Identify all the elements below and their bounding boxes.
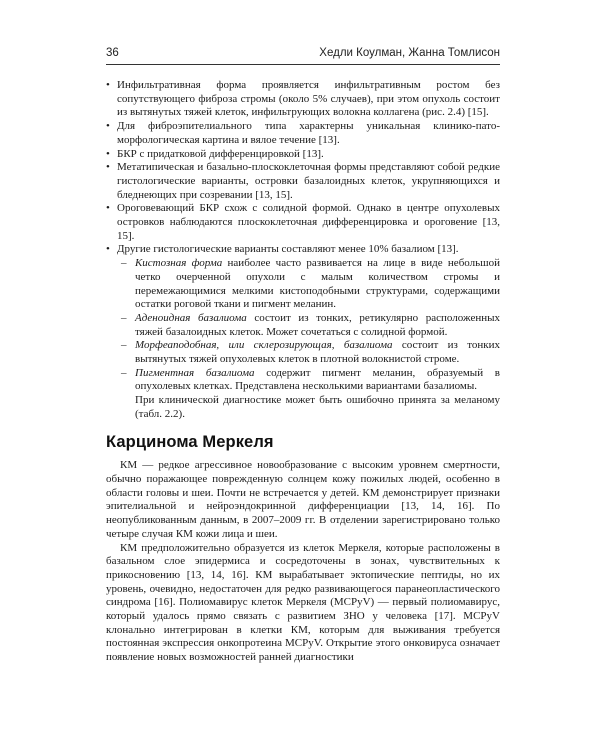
page-body (106, 79, 500, 665)
subtype-term: Пигментная базалиома (135, 366, 255, 379)
section-heading: Карцинома Меркеля (106, 432, 274, 451)
subtype-text: состоит из тонких вытянутых тяжей опухолевых клеток в плотной волокнистой строме. (135, 339, 501, 366)
bullet-list (106, 79, 500, 422)
subtype-term: Аденоидная базалиома (135, 311, 247, 324)
list-item-text: Другие гистологические варианты составляют менее 10% базалиом [13]. (117, 243, 459, 256)
bullet-icon: • (106, 202, 110, 215)
subtype-item (117, 257, 500, 312)
running-head-authors: Хедли Коулман, Жанна Томлисон (319, 47, 500, 59)
list-item-text: Инфильтративная форма проявляется инфильтративным ростом без сопутствующего фиброза стромы (около 5% случаев), при этом опухоль состоит из вытянутых тяжей клеток, инфильтрующих волокна коллагена (рис. 2.4) [15]. (117, 79, 500, 119)
bullet-icon: • (106, 243, 110, 256)
list-item (106, 148, 500, 162)
dash-icon: – (121, 339, 127, 352)
body-paragraph: КМ предположительно образуется из клеток Меркеля, которые расположены в базальном слое эпидермиса и сосредоточены в зонах, чувствительных к прикосновению [13, 14, 16]. КМ вырабатывает эктопические пептиды, но их уровень, очевидно, недостаточен для редко развивающегося паранеопластического синдрома [16]. Полиомавирус клеток Меркеля (MCPyV) — первый полиомавирус, который удалось прямо связать с развитием ЗНО у человека [17]. MCPyV клонально интегрирован в клетки КМ, которым для выживания требуется постоянная экспрессия онкопротеина MCPyV. Открытие этого онковируса означает появление новых возможностей ранней диагностики (106, 541, 500, 664)
bullet-icon: • (106, 79, 110, 91)
list-item (106, 243, 500, 421)
running-header (106, 47, 500, 65)
dash-icon: – (121, 257, 127, 270)
list-item (106, 120, 500, 147)
list-item (106, 161, 500, 202)
bullet-icon: • (106, 120, 110, 133)
bullet-icon: • (106, 161, 110, 174)
body-paragraph: КМ — редкое агрессивное новообразование с высоким уровнем смертности, обычно поражающее поврежденную солнцем кожу пожилых людей, особенно в области головы и шеи. Почти не встречается у детей. КМ демонстрирует признаки эпителиальной и нейроэндокринной дифференциации [13, 14, 16]. По неопубликованным данным, в 2007–2009 гг. В отделении зарегистрировано только четыре случая КМ кожи лица и шеи. (106, 459, 500, 540)
subtype-item (117, 339, 500, 366)
list-item-text: Для фиброэпителиального типа характерны уникальная клинико-пато-морфологическая картина и вялое течение [13]. (117, 120, 500, 146)
list-item (106, 79, 500, 120)
subtype-term: Морфеаподобная, или склерозирующая, базалиома (135, 339, 393, 352)
header-divider (106, 64, 500, 65)
list-item-text: БКР с придатковой дифференцировкой [13]. (117, 147, 324, 160)
dash-icon: – (121, 366, 127, 379)
dash-icon: – (121, 311, 127, 324)
subtype-text: содержит пигмент меланин, образуемый в опухолевых клетках. Представлена несколькими вариантами базалиомы. (135, 366, 500, 393)
subtype-text: состоит из тонких, ретикулярно расположенных тяжей базалоидных клеток. Может сочетаться с солидной формой. (135, 311, 500, 338)
subtype-text: наиболее часто развивается на лице в виде небольшой четко очерченной опухоли с малым количеством стромы и перемежающимися мелкими кистоподобными структурами, содержащими остатки роговой ткани и пигмент меланин. (135, 257, 501, 311)
subtype-item (117, 312, 500, 339)
subtype-note: При клинической диагностике может быть ошибочно принята за меланому (табл. 2.2). (135, 394, 500, 420)
bullet-icon: • (106, 147, 110, 160)
subtype-list (117, 257, 500, 394)
subtype-item (117, 367, 500, 394)
list-item (106, 202, 500, 243)
subtype-term: Кистозная форма (135, 257, 223, 270)
list-item-text: Ороговевающий БКР схож с солидной формой. Однако в центре опухолевых островков наблюдаются плоскоклеточная дифференцировка и ороговение [13, 15]. (117, 202, 500, 242)
list-item-text: Метатипическая и базально-плоскоклеточная формы представляют собой редкие гистологические варианты, островки базалоидных клеток, укрупняющихся и бледнеющих при созревании [13, 15]. (117, 161, 500, 201)
page-number: 36 (106, 47, 119, 59)
